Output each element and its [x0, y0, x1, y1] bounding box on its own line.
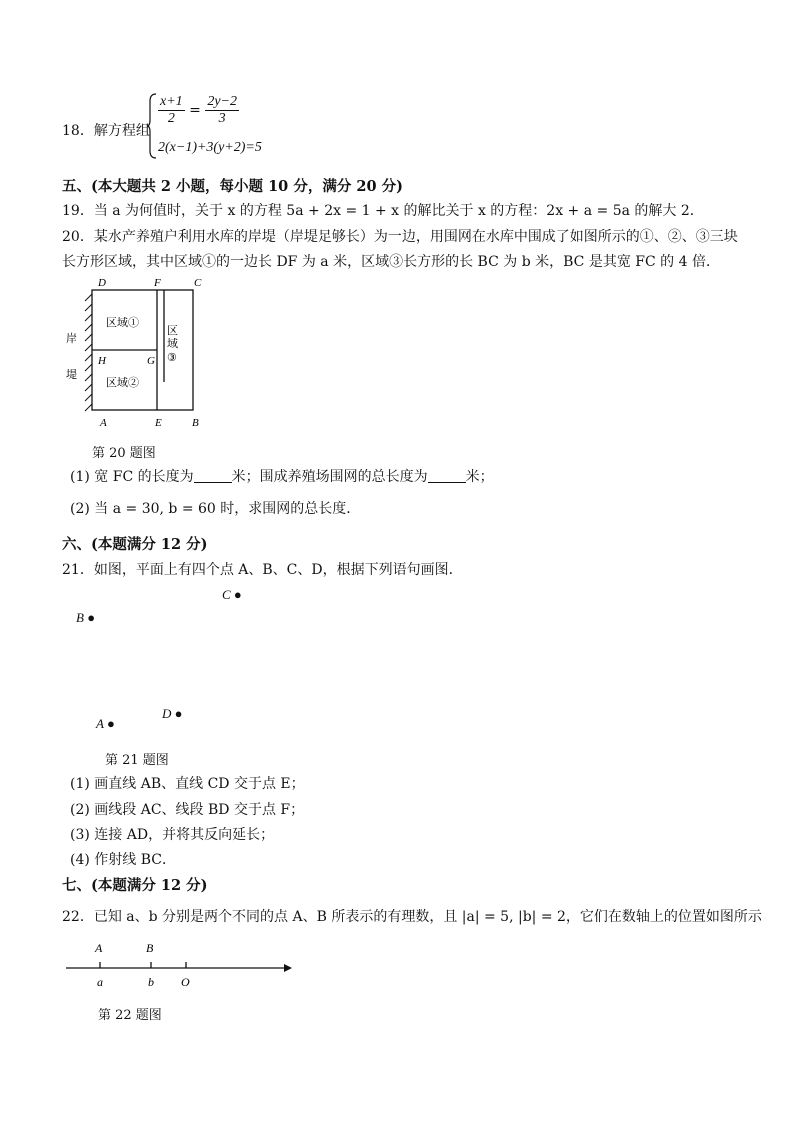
point-label-B: B [146, 941, 154, 955]
point-label-H: H [98, 355, 106, 367]
region-3-label-3: ③ [167, 352, 177, 364]
eq1-equals: = [189, 102, 201, 119]
q21-item-3: (3) 连接 AD，并将其反向延长； [70, 827, 275, 843]
eq1-denominator-left: 2 [167, 111, 175, 126]
point-label-E: E [155, 417, 162, 429]
eq1-numerator-right: 2y−2 [207, 94, 237, 109]
q18-equation-1 [158, 94, 239, 127]
q18-label: 18．解方程组 [62, 123, 150, 139]
q21-label-D: D [162, 706, 172, 721]
q20-line-1: 20．某水产养殖户利用水库的岸堤（岸堤足够长）为一边，用围网在水库中围成了如图所示的①、②、③三块 [62, 229, 738, 245]
point-label-A: A [95, 941, 103, 955]
q18-equation-2: 2(x−1)+3(y+2)=5 [158, 140, 262, 155]
point-label-D: D [98, 277, 106, 289]
origin-label-O: O [181, 975, 190, 989]
q21-caption: 第 21 题图 [105, 753, 169, 768]
region-2-label: 区域② [106, 377, 139, 389]
q20-sub-2: (2) 当 a = 30, b = 60 时，求围网的总长度． [70, 501, 361, 517]
q21-item-2: (2) 画线段 AC、线段 BD 交于点 F； [70, 802, 305, 818]
q20-sub-1 [70, 466, 494, 486]
q20-line-2: 长方形区域，其中区域①的一边长 DF 为 a 米，区域③长方形的长 BC 为 b 米，BC 是其宽 FC 的 4 倍． [62, 254, 720, 270]
value-label-b: b [148, 975, 154, 989]
axis-arrow-icon [284, 964, 292, 972]
q21-point-A: A ● [96, 716, 115, 731]
value-label-a: a [97, 975, 103, 989]
point-label-B: B [192, 417, 199, 429]
enclosure-lines [92, 290, 193, 410]
q21-point-B: B ● [76, 610, 96, 625]
q19-text: 19．当 a 为何值时，关于 x 的方程 5a + 2x = 1 + x 的解比关于 x 的方程：2x + a = 5a 的解大 2． [62, 203, 704, 219]
q20-sub1-part-b: 米；围成养殖场围网的总长度为 [231, 469, 428, 485]
q21-label-C: C [222, 587, 231, 602]
q21-label-A: A [96, 716, 104, 731]
q21-intro: 21．如图，平面上有四个点 A、B、C、D，根据下列语句画图． [62, 562, 463, 578]
point-label-C: C [194, 277, 202, 289]
region-3-label-2: 域 [167, 338, 178, 350]
q21-item-1: (1) 画直线 AB、直线 CD 交于点 E； [70, 776, 305, 792]
section-6-heading: 六、(本题满分 12 分) [62, 536, 208, 553]
section-5-heading: 五、(本大题共 2 小题，每小题 10 分，满分 20 分) [62, 178, 403, 195]
region-1-label: 区域① [106, 317, 139, 329]
q21-point-D: D ● [162, 706, 183, 721]
q22-caption: 第 22 题图 [98, 1008, 162, 1023]
bank-hatching [85, 290, 92, 411]
q20-figure [60, 272, 220, 434]
q20-sub1-part-a: (1) 宽 FC 的长度为 [70, 469, 194, 485]
bank-label-2: 堤 [66, 369, 77, 381]
q20-sub1-part-c: 米； [465, 469, 494, 485]
q22-number-line [62, 936, 302, 992]
q21-label-B: B [76, 610, 84, 625]
q22-text: 22．已知 a、b 分别是两个不同的点 A、B 所表示的有理数，且 |a| = 5, |b| = 2，它们在数轴上的位置如图所示 [62, 909, 762, 925]
answer-blank-total-length[interactable] [428, 468, 466, 483]
point-label-G: G [147, 355, 155, 367]
region-3-label-1: 区 [167, 325, 178, 337]
q21-item-4: (4) 作射线 BC． [70, 852, 176, 868]
point-label-A: A [100, 417, 107, 429]
q21-point-C: C ● [222, 587, 242, 602]
q18-brace [146, 93, 158, 159]
point-label-F: F [154, 277, 161, 289]
section-7-heading: 七、(本题满分 12 分) [62, 877, 208, 894]
eq1-numerator-left: x+1 [160, 94, 183, 109]
eq1-denominator-right: 3 [218, 111, 226, 126]
bank-label-1: 岸 [66, 333, 77, 345]
q20-caption: 第 20 题图 [92, 446, 156, 461]
answer-blank-width[interactable] [194, 468, 232, 483]
